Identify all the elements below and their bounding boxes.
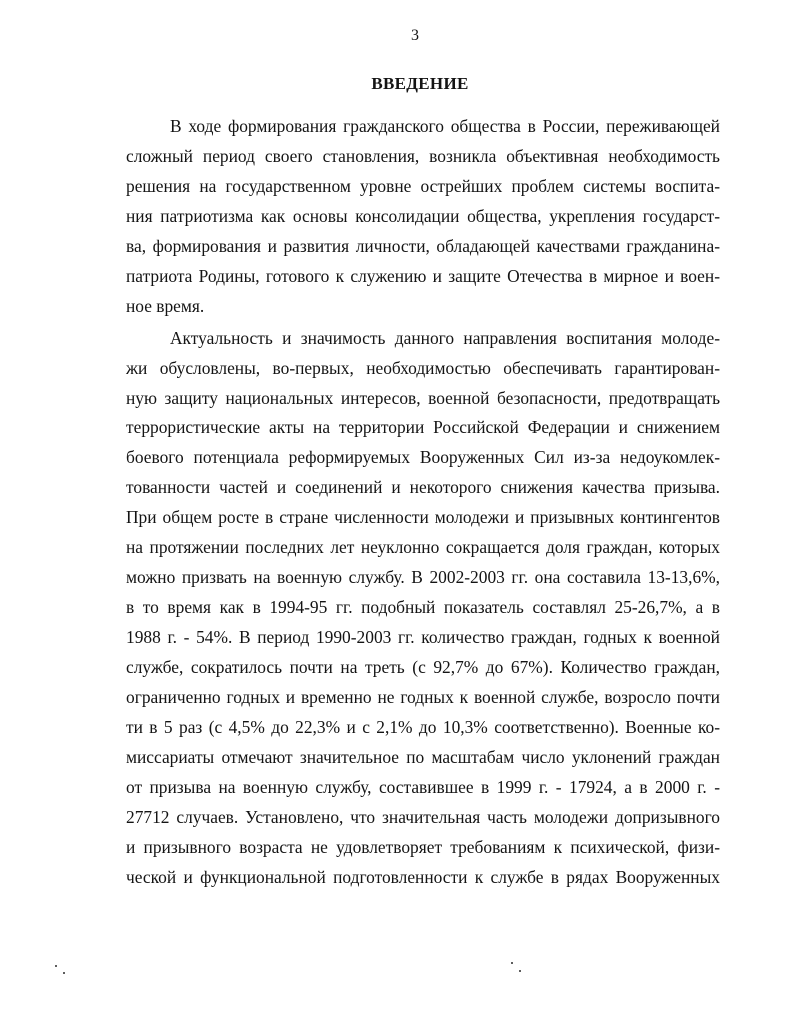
text-line: и призывного возраста не удовлетворяет требованиям к психической, физи- xyxy=(126,837,720,857)
text-line: можно призвать на военную службу. В 2002-2003 гг. она составила 13-13,6%, xyxy=(126,567,720,587)
text-line: террористические акты на территории Российской Федерации и снижением xyxy=(126,417,720,437)
text-line: ния патриотизма как основы консолидации общества, укрепления государст- xyxy=(126,206,720,226)
text-line: ную защиту национальных интересов, военной безопасности, предотвращать xyxy=(126,388,720,408)
text-line: на протяжении последних лет неуклонно сокращается доля граждан, которых xyxy=(126,537,720,557)
scan-speck xyxy=(511,962,513,964)
text-line: ное время. xyxy=(126,296,205,316)
text-line: сложный период своего становления, возникла объективная необходимость xyxy=(126,146,720,166)
text-line: 27712 случаев. Установлено, что значительная часть молодежи допризывного xyxy=(126,807,720,827)
text-line: миссариаты отмечают значительное по масштабам число уклонений граждан xyxy=(126,747,720,767)
scan-speck xyxy=(519,970,521,972)
text-line: 1988 г. - 54%. В период 1990-2003 гг. количество граждан, годных к военной xyxy=(126,627,720,647)
section-heading: ВВЕДЕНИЕ xyxy=(371,74,469,93)
text-line: ограниченно годных и временно не годных к военной службе, возросло почти xyxy=(126,687,720,707)
text-line: жи обусловлены, во-первых, необходимостью обеспечивать гарантирован- xyxy=(126,358,720,378)
text-line: боевого потенциала реформируемых Вооруженных Сил из-за недоукомлек- xyxy=(126,447,720,467)
scan-speck xyxy=(55,965,57,967)
text-line: ти в 5 раз (с 4,5% до 22,3% и с 2,1% до 10,3% соответственно). Военные ко- xyxy=(126,717,720,737)
page-number: 3 xyxy=(411,27,419,44)
text-line: решения на государственном уровне острейших проблем системы воспита- xyxy=(126,176,720,196)
text-line: При общем росте в стране численности молодежи и призывных контингентов xyxy=(126,507,720,527)
text-line: тованности частей и соединений и некоторого снижения качества призыва. xyxy=(126,477,720,497)
text-line: Актуальность и значимость данного направления воспитания молоде- xyxy=(170,328,720,348)
text-line: патриота Родины, готового к служению и защите Отечества в мирное и воен- xyxy=(126,266,720,286)
text-line: от призыва на военную службу, составившее в 1999 г. - 17924, а в 2000 г. - xyxy=(126,777,720,797)
scan-speck xyxy=(63,972,65,974)
text-line: службе, сократилось почти на треть (с 92,7% до 67%). Количество граждан, xyxy=(126,657,720,677)
text-line: В ходе формирования гражданского общества в России, переживающей xyxy=(170,116,720,136)
text-line: ва, формирования и развития личности, обладающей качествами гражданина- xyxy=(126,236,720,256)
text-line: ческой и функциональной подготовленности к службе в рядах Вооруженных xyxy=(126,867,720,887)
text-line: в то время как в 1994-95 гг. подобный показатель составлял 25-26,7%, а в xyxy=(126,597,720,617)
